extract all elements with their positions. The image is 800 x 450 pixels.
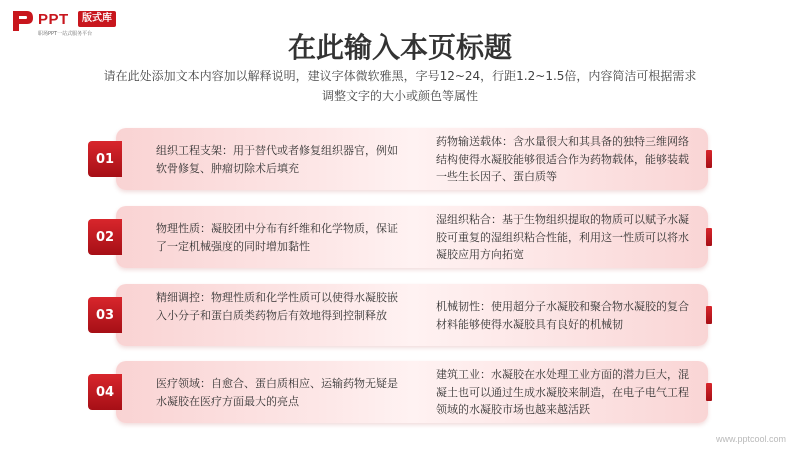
item-number-badge: 01	[88, 141, 122, 177]
page-description: 请在此处添加文本内容加以解释说明，建议字体微软雅黑，字号12~24，行距1.2~1.5倍，内容简洁可根据需求调整文字的大小或颜色等属性	[103, 69, 697, 103]
item-left-text: 精细调控：物理性质和化学性质可以使得水凝胶嵌入小分子和蛋白质类药物后有效地得到控制释放	[156, 291, 398, 322]
logo-tagline: 职场PPT一站式服务平台	[38, 31, 93, 37]
list-item	[88, 206, 708, 268]
item-card	[116, 206, 708, 268]
item-number-badge: 04	[88, 374, 122, 410]
logo-badge: 版式库	[78, 11, 116, 27]
logo-brand-text: PPT	[38, 11, 69, 28]
list-item	[88, 361, 708, 423]
page-title: 在此输入本页标题	[287, 31, 512, 64]
item-card	[116, 128, 708, 190]
item-right-text: 药物输送载体：含水量很大和其具备的独特三维网络结构使得水凝胶能够很适合作为药物载体，能够装载一些生长因子、蛋白质等	[436, 135, 689, 183]
item-left-text: 物理性质：凝胶团中分布有纤维和化学物质，保证了一定机械强度的同时增加黏性	[156, 222, 398, 253]
item-right-text: 机械韧性：使用超分子水凝胶和聚合物水凝胶的复合材料能够使得水凝胶具有良好的机械韧	[436, 300, 689, 331]
list-item	[88, 128, 708, 190]
item-left-text: 组织工程支架：用于替代或者修复组织器官，例如软骨修复、肿瘤切除术后填充	[156, 144, 398, 175]
item-card	[116, 361, 708, 423]
item-number-badge: 02	[88, 219, 122, 255]
item-right-text: 建筑工业：水凝胶在水处理工业方面的潜力巨大，混凝土也可以通过生成水凝胶来制造，在电子电气工程领域的水凝胶市场也越来越活跃	[436, 368, 689, 416]
item-left-text: 医疗领域：自愈合、蛋白质相应、运输药物无疑是水凝胶在医疗方面最大的亮点	[156, 377, 398, 408]
item-right-text: 湿组织粘合：基于生物组织提取的物质可以赋予水凝胶可重复的湿组织粘合性能，利用这一性质可以将水凝胶应用方向拓宽	[436, 213, 689, 261]
item-right-tab	[706, 150, 712, 168]
item-number-badge: 03	[88, 297, 122, 333]
item-right-tab	[706, 228, 712, 246]
item-right-tab	[706, 306, 712, 324]
item-right-tab	[706, 383, 712, 401]
watermark: www.pptcool.com	[715, 434, 786, 444]
item-card	[116, 284, 708, 346]
list-item	[88, 284, 708, 346]
